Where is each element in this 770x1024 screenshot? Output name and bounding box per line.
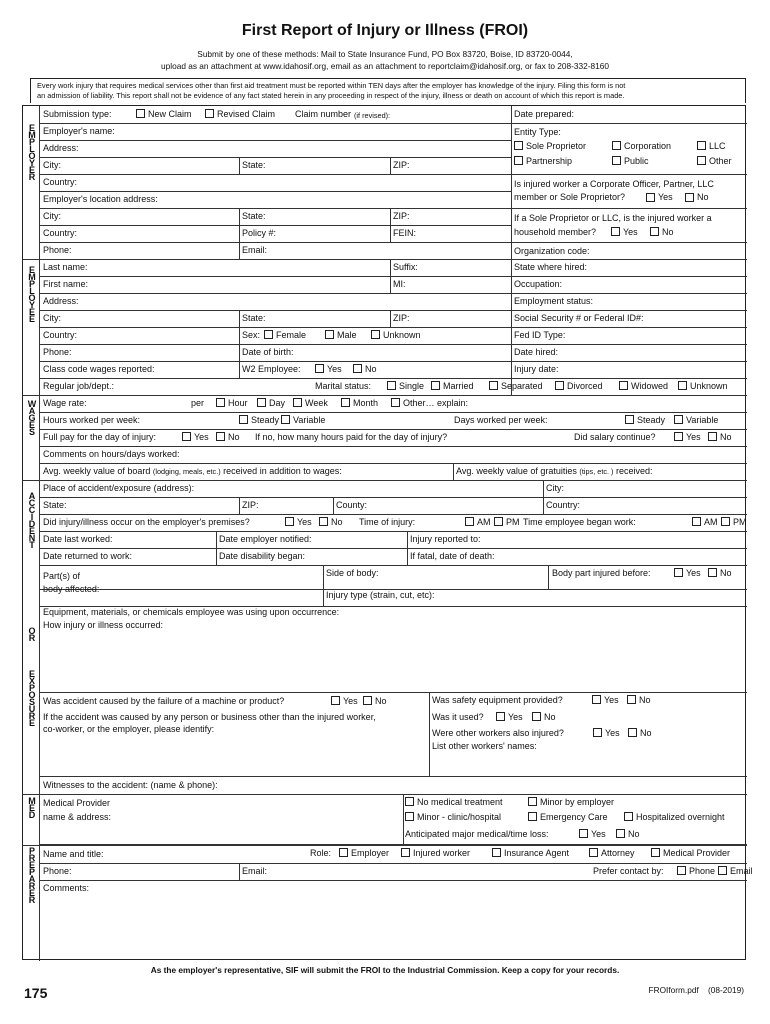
male-label: Male (337, 330, 357, 340)
injury-pm-checkbox[interactable] (494, 517, 503, 526)
section-employee-label: EMPLOYEE (27, 265, 37, 321)
section-med-label: MED (27, 796, 37, 817)
marital-unknown-checkbox[interactable] (678, 381, 687, 390)
employer-address-label: Address: (43, 143, 79, 153)
contact-phone-checkbox[interactable] (677, 866, 686, 875)
corp-officer-yes-label: Yes (658, 192, 673, 202)
safety-no-label: No (639, 695, 651, 705)
w2-yes-label: Yes (327, 364, 342, 374)
corp-officer-yes-checkbox[interactable] (646, 193, 655, 202)
occupation-label: Occupation: (514, 279, 563, 289)
section-wages (23, 399, 39, 440)
legal-notice (30, 78, 746, 103)
married-label: Married (443, 381, 474, 391)
equipment-label: Equipment, materials, or chemicals employee was using upon occurrence: (43, 607, 340, 617)
body-part-before-label: Body part injured before: (552, 568, 651, 578)
role-attorney-checkbox[interactable] (589, 848, 598, 857)
role-insurance-agent-label: Insurance Agent (504, 848, 570, 858)
time-injury-label: Time of injury: (359, 517, 416, 527)
household-yes-label: Yes (623, 227, 638, 237)
days-steady-label: Steady (637, 415, 666, 425)
section-wages-label: WAGES (27, 399, 37, 434)
section-employer (23, 123, 39, 185)
sex-unknown-checkbox[interactable] (371, 330, 380, 339)
section-or-label: OR (27, 626, 37, 640)
how-occurred-label: How injury or illness occurred: (43, 620, 164, 630)
corporation-label: Corporation (624, 141, 672, 151)
wage-rate-label: Wage rate: (43, 398, 87, 408)
machine-no-label: No (375, 696, 387, 706)
time-loss-no-checkbox[interactable] (616, 829, 625, 838)
salary-yes-label: Yes (686, 432, 701, 442)
gratuities-rest: received: (616, 466, 653, 476)
role-medical-provider-label: Medical Provider (663, 848, 731, 858)
household-no-label: No (662, 227, 674, 237)
full-pay-no-checkbox[interactable] (216, 432, 225, 441)
board-value-text: Avg. weekly value of board (43, 466, 151, 476)
marital-unknown-label: Unknown (690, 381, 728, 391)
submit-methods-line1: Submit by one of these methods: Mail to State Insurance Fund, PO Box 83720, Boise, ID 83720-0044, (197, 49, 573, 59)
employers-name-label: Employer's name: (43, 126, 115, 136)
caused-by-line1: If the accident was caused by any person or business other than the injured worker, (43, 712, 376, 722)
board-value-rest: received in addition to wages: (223, 466, 342, 476)
employer-state-label: State: (242, 160, 266, 170)
location-zip-label: ZIP: (393, 211, 410, 221)
full-pay-yes-label: Yes (194, 432, 209, 442)
role-attorney-label: Attorney (601, 848, 635, 858)
household-no-checkbox[interactable] (650, 227, 659, 236)
date-last-worked-label: Date last worked: (43, 534, 113, 544)
before-no-label: No (720, 568, 732, 578)
safety-provided-label: Was safety equipment provided? (432, 695, 563, 705)
employee-zip-label: ZIP: (393, 313, 410, 323)
days-per-week-label: Days worked per week: (454, 415, 548, 425)
body-affected-label: body affected: (43, 584, 100, 594)
name-address-label: name & address: (43, 812, 112, 822)
parts-of-label: Part(s) of (43, 571, 81, 581)
separated-label: Separated (501, 381, 543, 391)
name-title-label: Name and title: (43, 849, 104, 859)
time-loss-no-label: No (628, 829, 640, 839)
w2-no-label: No (365, 364, 377, 374)
location-city-label: City: (43, 211, 61, 221)
others-yes-checkbox[interactable] (593, 728, 602, 737)
sole-proprietor-checkbox[interactable] (514, 141, 523, 150)
revised-claim-checkbox[interactable] (205, 109, 214, 118)
on-premises-label: Did injury/illness occur on the employer's premises? (43, 517, 250, 527)
corp-officer-question-2: member or Sole Proprietor? (514, 192, 626, 202)
sole-proprietor-label: Sole Proprietor (526, 141, 587, 151)
medical-provider-label: Medical Provider (43, 798, 111, 808)
preparer-phone-label: Phone: (43, 866, 72, 876)
single-label: Single (399, 381, 425, 391)
caused-by-line2: co-worker, or the employer, please identify: (43, 724, 215, 734)
contact-phone-label: Phone (689, 866, 716, 876)
days-variable-checkbox[interactable] (674, 415, 683, 424)
machine-yes-label: Yes (343, 696, 358, 706)
gratuities-text: Avg. weekly value of gratuities (456, 466, 577, 476)
section-employer-label: EMPLOYER (27, 123, 37, 179)
class-code-label: Class code wages reported: (43, 364, 155, 374)
date-disability-label: Date disability began: (219, 551, 306, 561)
wage-per-label: per (191, 398, 205, 408)
claim-number-hint: (if revised): (354, 111, 391, 120)
began-am-checkbox[interactable] (692, 517, 701, 526)
day-label: Day (269, 398, 286, 408)
safety-yes-label: Yes (604, 695, 619, 705)
before-yes-checkbox[interactable] (674, 568, 683, 577)
employer-country-label: Country: (43, 177, 78, 187)
minor-employer-label: Minor by employer (540, 797, 615, 807)
role-injured-worker-checkbox[interactable] (401, 848, 410, 857)
week-label: Week (305, 398, 328, 408)
week-checkbox[interactable] (293, 398, 302, 407)
ssn-label: Social Security # or Federal ID#: (514, 313, 644, 323)
comments-hours-label: Comments on hours/days worked: (43, 449, 180, 459)
employee-phone-label: Phone: (43, 347, 72, 357)
hospitalized-label: Hospitalized overnight (636, 812, 725, 822)
month-checkbox[interactable] (341, 398, 350, 407)
time-loss-label: Anticipated major medical/time loss: (405, 829, 549, 839)
hours-paid-label: If no, how many hours paid for the day of injury? (255, 432, 448, 442)
began-pm-label: PM (733, 517, 747, 527)
machine-yes-checkbox[interactable] (331, 696, 340, 705)
llc-label: LLC (709, 141, 726, 151)
section-or (23, 626, 39, 646)
role-label: Role: (310, 848, 332, 858)
sex-label: Sex: (242, 330, 261, 340)
widowed-label: Widowed (631, 381, 669, 391)
board-value-paren: (lodging, meals, etc.) (152, 467, 221, 476)
time-began-label: Time employee began work: (523, 517, 636, 527)
last-name-label: Last name: (43, 262, 88, 272)
contact-email-label: Email (730, 866, 753, 876)
employer-zip-label: ZIP: (393, 160, 410, 170)
day-checkbox[interactable] (257, 398, 266, 407)
fein-label: FEIN: (393, 228, 417, 238)
entity-type-label: Entity Type: (514, 127, 561, 137)
role-injured-worker-label: Injured worker (413, 848, 471, 858)
dob-label: Date of birth: (242, 347, 294, 357)
section-accident-label: ACCIDENT (27, 491, 37, 547)
other-entity-checkbox[interactable] (697, 156, 706, 165)
fed-id-type-label: Fed ID Type: (514, 330, 566, 340)
revised-claim-label: Revised Claim (217, 109, 276, 119)
submit-methods-line2: upload as an attachment at www.idahosif.org, email as an attachment to reportclaim@idahosif.org, or fax to 208-332-8160 (161, 61, 609, 71)
state-hired-label: State where hired: (514, 262, 588, 272)
form-version: FROIform.pdf (08-2019) (648, 985, 744, 995)
witnesses-label: Witnesses to the accident: (name & phone): (43, 780, 218, 790)
sex-unknown-label: Unknown (383, 330, 421, 340)
others-injured-label: Were other workers also injured? (432, 728, 564, 738)
divorced-checkbox[interactable] (555, 381, 564, 390)
date-prepared-label: Date prepared: (514, 109, 575, 119)
no-treatment-checkbox[interactable] (405, 797, 414, 806)
w2-employee-label: W2 Employee: (242, 364, 301, 374)
hours-per-week-label: Hours worked per week: (43, 415, 141, 425)
safety-yes-checkbox[interactable] (592, 695, 601, 704)
full-pay-yes-checkbox[interactable] (182, 432, 191, 441)
marital-status-label: Marital status: (315, 381, 372, 391)
premises-no-checkbox[interactable] (319, 517, 328, 526)
partnership-label: Partnership (526, 156, 573, 166)
separated-checkbox[interactable] (489, 381, 498, 390)
injury-am-label: AM (477, 517, 491, 527)
corporation-checkbox[interactable] (612, 141, 621, 150)
used-no-checkbox[interactable] (532, 712, 541, 721)
section-exposure-label: EXPOSURE (27, 669, 37, 725)
legal-notice-line2: an admission of liability. This report shall not be evidence of any fact stated herein in any proceeding in respect of the injury, illness or death on account of which this report is made. (37, 91, 625, 100)
other-explain-label: Other… explain: (403, 398, 469, 408)
section-employee (23, 265, 39, 327)
w2-yes-checkbox[interactable] (315, 364, 324, 373)
new-claim-label: New Claim (148, 109, 192, 119)
other-period-checkbox[interactable] (391, 398, 400, 407)
corp-officer-question-1: Is injured worker a Corporate Officer, Partner, LLC (514, 179, 714, 189)
employer-location-label: Employer's location address: (43, 194, 158, 204)
gratuities-paren: (tips, etc. ) (579, 467, 614, 476)
hour-label: Hour (228, 398, 248, 408)
injury-pm-label: PM (506, 517, 520, 527)
section-exposure (23, 669, 39, 731)
time-loss-yes-checkbox[interactable] (579, 829, 588, 838)
date-notified-label: Date employer notified: (219, 534, 312, 544)
employee-address-label: Address: (43, 296, 79, 306)
machine-no-checkbox[interactable] (363, 696, 372, 705)
salary-no-label: No (720, 432, 732, 442)
role-employer-label: Employer (351, 848, 390, 858)
claim-number-label: Claim number (295, 109, 352, 119)
section-med (23, 796, 39, 823)
role-medical-provider-checkbox[interactable] (651, 848, 660, 857)
footer-note: As the employer's representative, SIF will submit the FROI to the Industrial Commission. Keep a copy for your records. (150, 965, 620, 975)
llc-checkbox[interactable] (697, 141, 706, 150)
household-yes-checkbox[interactable] (611, 227, 620, 236)
preparer-email-label: Email: (242, 866, 268, 876)
used-no-label: No (544, 712, 556, 722)
gratuities-label (456, 466, 653, 477)
injury-date-label: Injury date: (514, 364, 559, 374)
employee-state-label: State: (242, 313, 266, 323)
report-form (22, 105, 753, 960)
safety-no-checkbox[interactable] (627, 695, 636, 704)
female-checkbox[interactable] (264, 330, 273, 339)
hours-steady-checkbox[interactable] (239, 415, 248, 424)
employee-country-label: Country: (43, 330, 78, 340)
employment-status-label: Employment status: (514, 296, 594, 306)
salary-continue-label: Did salary continue? (574, 432, 656, 442)
injury-reported-to-label: Injury reported to: (410, 534, 481, 544)
new-claim-checkbox[interactable] (136, 109, 145, 118)
first-name-label: First name: (43, 279, 89, 289)
mi-label: MI: (393, 279, 406, 289)
divorced-label: Divorced (567, 381, 603, 391)
full-pay-no-label: No (228, 432, 240, 442)
time-loss-yes-label: Yes (591, 829, 606, 839)
sole-llc-question-1: If a Sole Proprietor or LLC, is the injured worker a (514, 213, 712, 223)
employer-city-label: City: (43, 160, 61, 170)
location-state-label: State: (242, 211, 266, 221)
others-no-label: No (640, 728, 652, 738)
before-no-checkbox[interactable] (708, 568, 717, 577)
employer-email-label: Email: (242, 245, 268, 255)
others-yes-label: Yes (605, 728, 620, 738)
form-title: First Report of Injury or Illness (FROI) (241, 22, 529, 39)
w2-no-checkbox[interactable] (353, 364, 362, 373)
date-death-label: If fatal, date of death: (410, 551, 495, 561)
injury-am-checkbox[interactable] (465, 517, 474, 526)
sole-llc-question-2: household member? (514, 227, 597, 237)
female-label: Female (276, 330, 307, 340)
partnership-checkbox[interactable] (514, 156, 523, 165)
date-returned-label: Date returned to work: (43, 551, 133, 561)
corp-officer-no-label: No (697, 192, 709, 202)
accident-zip-label: ZIP: (242, 500, 259, 510)
accident-country-label: Country: (546, 500, 581, 510)
submission-type-label: Submission type: (43, 109, 112, 119)
corp-officer-no-checkbox[interactable] (685, 193, 694, 202)
no-treatment-label: No medical treatment (417, 797, 503, 807)
premises-yes-label: Yes (297, 517, 312, 527)
widowed-checkbox[interactable] (619, 381, 628, 390)
began-pm-checkbox[interactable] (721, 517, 730, 526)
section-preparer-label: PREPARER (27, 846, 37, 902)
full-pay-label: Full pay for the day of injury: (43, 432, 157, 442)
hours-steady-label: Steady (251, 415, 280, 425)
hour-checkbox[interactable] (216, 398, 225, 407)
minor-clinic-checkbox[interactable] (405, 812, 414, 821)
org-code-label: Organization code: (514, 246, 590, 256)
public-label: Public (624, 156, 649, 166)
suffix-label: Suffix: (393, 262, 418, 272)
married-checkbox[interactable] (431, 381, 440, 390)
before-yes-label: Yes (686, 568, 701, 578)
single-checkbox[interactable] (387, 381, 396, 390)
emergency-care-label: Emergency Care (540, 812, 608, 822)
male-checkbox[interactable] (325, 330, 334, 339)
employee-city-label: City: (43, 313, 61, 323)
role-insurance-agent-checkbox[interactable] (492, 848, 501, 857)
used-yes-label: Yes (508, 712, 523, 722)
legal-notice-line1: Every work injury that requires medical services other than first aid treatment must be reported within TEN days after the employer has knowledge of the injury. Filing this form is not (37, 81, 626, 90)
side-of-body-label: Side of body: (326, 568, 379, 578)
employer-phone-label: Phone: (43, 245, 72, 255)
policy-label: Policy #: (242, 228, 277, 238)
salary-no-checkbox[interactable] (708, 432, 717, 441)
date-hired-label: Date hired: (514, 347, 559, 357)
minor-clinic-label: Minor - clinic/hospital (417, 812, 502, 822)
accident-city-label: City: (546, 483, 564, 493)
accident-state-label: State: (43, 500, 67, 510)
page-number: 175 (24, 985, 48, 1001)
location-country-label: Country: (43, 228, 78, 238)
days-steady-checkbox[interactable] (625, 415, 634, 424)
place-accident-label: Place of accident/exposure (address): (43, 483, 195, 493)
began-am-label: AM (704, 517, 718, 527)
board-value-label (43, 466, 342, 477)
contact-email-checkbox[interactable] (718, 866, 727, 875)
salary-yes-checkbox[interactable] (674, 432, 683, 441)
county-label: County: (336, 500, 368, 510)
list-others-label: List other workers' names: (432, 741, 537, 751)
regular-job-label: Regular job/dept.: (43, 381, 115, 391)
days-variable-label: Variable (686, 415, 719, 425)
was-used-label: Was it used? (432, 712, 484, 722)
section-preparer (23, 846, 39, 908)
injury-type-label: Injury type (strain, cut, etc): (326, 590, 435, 600)
role-employer-checkbox[interactable] (339, 848, 348, 857)
hours-variable-label: Variable (293, 415, 326, 425)
other-entity-label: Other (709, 156, 732, 166)
premises-yes-checkbox[interactable] (285, 517, 294, 526)
public-checkbox[interactable] (612, 156, 621, 165)
prefer-contact-label: Prefer contact by: (593, 866, 664, 876)
used-yes-checkbox[interactable] (496, 712, 505, 721)
machine-failure-label: Was accident caused by the failure of a machine or product? (43, 696, 285, 706)
others-no-checkbox[interactable] (628, 728, 637, 737)
hospitalized-checkbox[interactable] (624, 812, 633, 821)
comments-label: Comments: (43, 883, 90, 893)
premises-no-label: No (331, 517, 343, 527)
minor-employer-checkbox[interactable] (528, 797, 537, 806)
hours-variable-checkbox[interactable] (281, 415, 290, 424)
section-accident (23, 491, 39, 553)
emergency-care-checkbox[interactable] (528, 812, 537, 821)
month-label: Month (353, 398, 379, 408)
